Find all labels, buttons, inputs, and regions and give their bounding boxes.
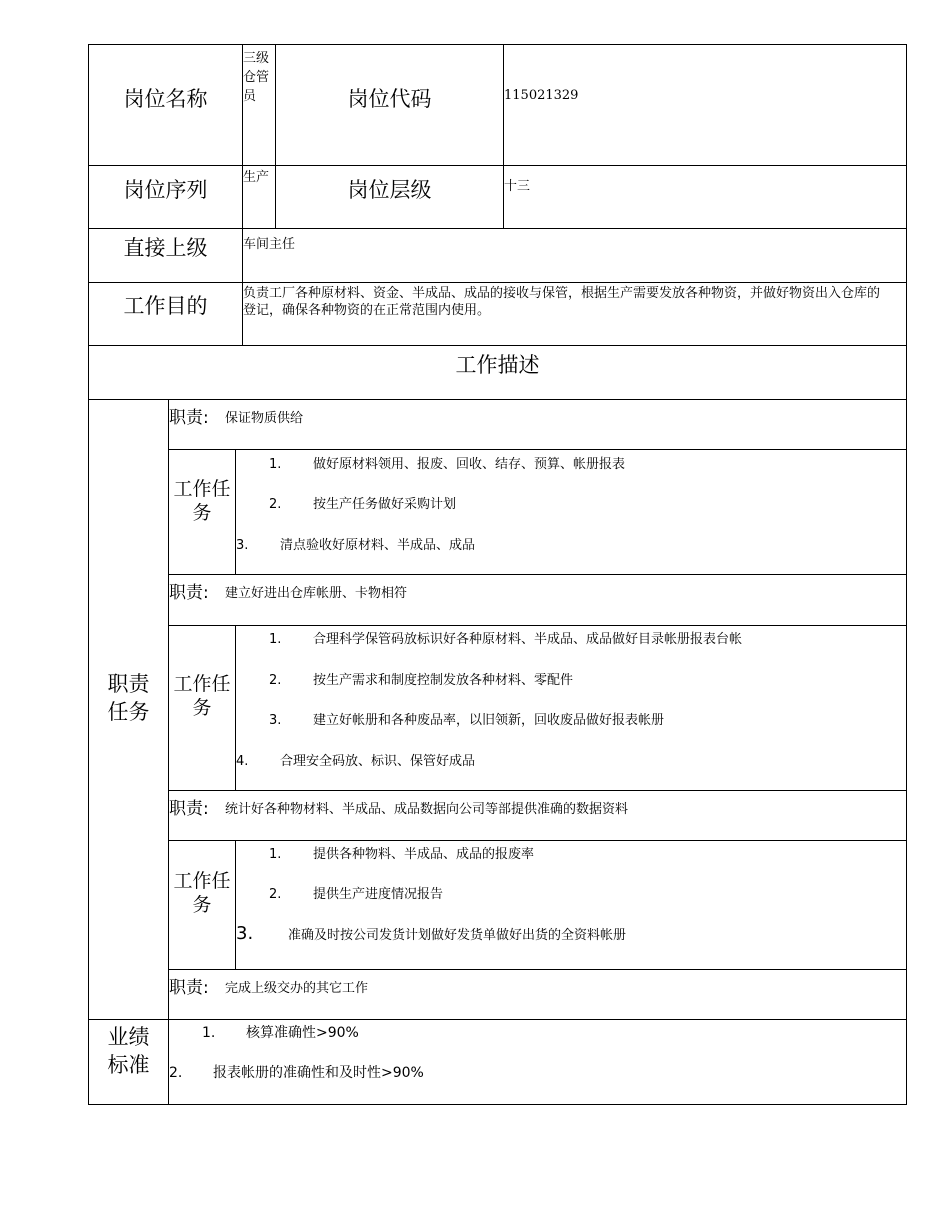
duty-title: 统计好各种物材料、半成品、成品数据向公司等部提供准确的数据资料 — [225, 802, 629, 817]
performance-label-line1: 业绩 — [107, 1025, 150, 1049]
purpose-value: 负责工厂各种原材料、资金、半成品、成品的接收与保管，根据生产需要发放各种物资，并做好物资出入仓库的登记，确保各种物资的在正常范围内使用。 — [243, 286, 881, 318]
position-code-value: 115021329 — [504, 88, 579, 103]
task-list-cell — [235, 449, 907, 575]
task-text: 清点验收好原材料、半成品、成品 — [280, 538, 476, 553]
duty-prefix: 职责: — [169, 583, 209, 603]
superior-label: 直接上级 — [123, 236, 208, 260]
task-num: 2. — [269, 673, 282, 688]
performance-list-cell — [168, 1019, 907, 1105]
task-text: 提供各种物料、半成品、成品的报废率 — [313, 847, 535, 862]
sequence-value-cell — [242, 165, 276, 229]
task-text: 合理科学保管码放标识好各种原材料、半成品、成品做好目录帐册报表台帐 — [313, 632, 743, 647]
performance-item — [202, 1022, 359, 1042]
duty-prefix: 职责: — [169, 408, 209, 428]
duty-row — [168, 399, 907, 450]
position-name-label: 岗位名称 — [123, 87, 208, 111]
task-num: 3. — [269, 713, 282, 728]
duty-title: 保证物质供给 — [225, 411, 304, 426]
performance-label-line2: 标准 — [107, 1053, 150, 1077]
task-text: 按生产需求和制度控制发放各种材料、零配件 — [313, 673, 574, 688]
position-name-value: 三级仓管员 — [243, 51, 270, 104]
position-code-value-cell — [503, 44, 907, 166]
task-num: 1. — [269, 847, 282, 862]
task-text: 按生产任务做好采购计划 — [313, 497, 457, 512]
task-num: 1. — [269, 632, 282, 647]
sequence-value: 生产 — [243, 170, 270, 185]
superior-value: 车间主任 — [243, 237, 296, 252]
performance-text: 核算准确性>90% — [246, 1025, 359, 1041]
task-label-cell — [168, 449, 236, 575]
task-num: 2. — [269, 887, 282, 902]
description-title: 工作描述 — [455, 353, 540, 377]
task-num: 2. — [269, 497, 282, 512]
task-list-cell — [235, 840, 907, 970]
purpose-label: 工作目的 — [123, 294, 208, 318]
task-item — [236, 534, 475, 553]
task-item — [236, 923, 626, 944]
task-list-cell — [235, 625, 907, 791]
position-name-label-cell — [88, 44, 243, 166]
task-label-line2: 务 — [192, 502, 212, 524]
task-num: 4. — [236, 754, 249, 769]
task-label-line1: 工作任 — [173, 673, 231, 695]
position-code-label: 岗位代码 — [347, 87, 432, 111]
performance-item — [169, 1062, 424, 1082]
performance-num: 1. — [202, 1025, 216, 1041]
superior-value-cell — [242, 228, 907, 283]
task-item — [269, 493, 456, 512]
position-code-label-cell — [275, 44, 504, 166]
task-num: 3. — [236, 923, 254, 944]
level-label: 岗位层级 — [347, 178, 432, 202]
duties-label-line1: 职责 — [107, 672, 150, 696]
level-label-cell — [275, 165, 504, 229]
sequence-label-cell — [88, 165, 243, 229]
task-label-line1: 工作任 — [173, 478, 231, 500]
task-label-line2: 务 — [192, 894, 212, 916]
task-text: 建立好帐册和各种废品率，以旧领新，回收废品做好报表帐册 — [313, 713, 665, 728]
duty-title: 完成上级交办的其它工作 — [225, 981, 369, 996]
purpose-value-cell — [242, 282, 907, 346]
description-title-cell — [88, 345, 907, 400]
duty-prefix: 职责: — [169, 978, 209, 998]
duties-label-line2: 任务 — [107, 700, 150, 724]
duty-row — [168, 574, 907, 626]
task-item — [269, 669, 573, 688]
performance-label-cell — [88, 1019, 169, 1105]
level-value-cell — [503, 165, 907, 229]
level-value: 十三 — [504, 179, 531, 194]
performance-text: 报表帐册的准确性和及时性>90% — [213, 1065, 424, 1081]
superior-label-cell — [88, 228, 243, 283]
duty-row — [168, 969, 907, 1020]
task-num: 3. — [236, 538, 249, 553]
task-item — [269, 883, 443, 902]
task-item — [269, 628, 742, 647]
duty-prefix: 职责: — [169, 799, 209, 819]
task-text: 做好原材料领用、报废、回收、结存、预算、帐册报表 — [313, 457, 626, 472]
sequence-label: 岗位序列 — [123, 178, 208, 202]
purpose-label-cell — [88, 282, 243, 346]
task-text: 合理安全码放、标识、保管好成品 — [280, 754, 476, 769]
duty-row — [168, 790, 907, 841]
task-text: 准确及时按公司发货计划做好发货单做好出货的全资料帐册 — [288, 928, 627, 943]
task-item — [269, 843, 534, 862]
duties-label-cell — [88, 399, 169, 1020]
task-num: 1. — [269, 457, 282, 472]
task-item — [269, 453, 625, 472]
task-label-cell — [168, 625, 236, 791]
task-label-cell — [168, 840, 236, 970]
position-name-value-cell — [242, 44, 276, 166]
task-label-line2: 务 — [192, 697, 212, 719]
duty-title: 建立好进出仓库帐册、卡物相符 — [225, 586, 408, 601]
task-item — [236, 750, 475, 769]
performance-num: 2. — [169, 1065, 183, 1081]
task-label-line1: 工作任 — [173, 870, 231, 892]
task-item — [269, 709, 664, 728]
task-text: 提供生产进度情况报告 — [313, 887, 444, 902]
